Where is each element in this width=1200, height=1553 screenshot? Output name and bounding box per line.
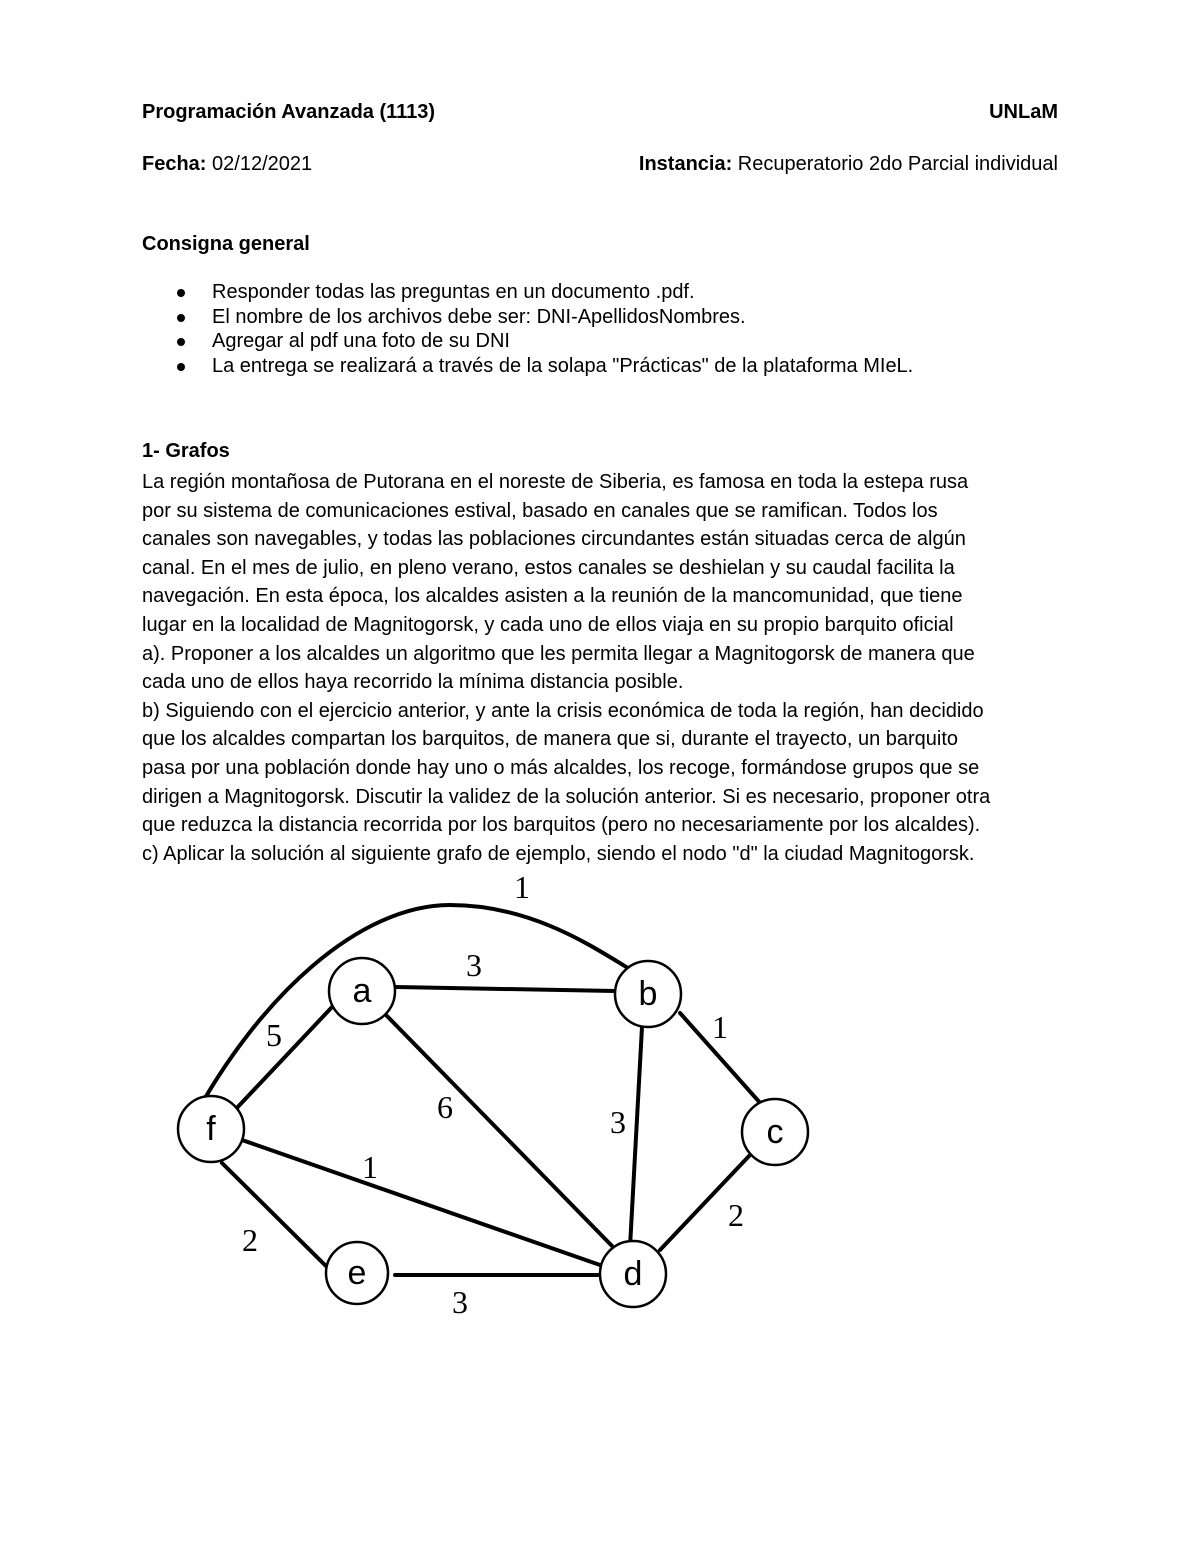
node-b [615,961,681,1027]
date-row [142,152,1058,176]
exercise-line: c) Aplicar la solución al siguiente grafo de ejemplo, siendo el nodo "d" la ciudad Magnitogorsk. [142,842,975,865]
weight-a-d: 6 [437,1089,453,1125]
exercise-line: a). Proponer a los alcaldes un algoritmo que les permita llegar a Magnitogorsk de manera que [142,642,975,665]
exercise-line: canales son navegables, y todas las poblaciones circundantes están situadas cerca de algún [142,528,966,551]
exercise-line: navegación. En esta época, los alcaldes asisten a la reunión de la mancomunidad, que tiene [142,585,963,608]
weight-a-b: 3 [466,947,482,983]
edge-a-d [386,1015,615,1249]
instance-field [639,152,1058,176]
exercise-line: que los alcaldes compartan los barquitos, de manera que si, durante el trayecto, un barquito [142,728,959,751]
exercise-title: 1- Grafos [142,440,230,462]
exercise-line: b) Siguiendo con el ejercicio anterior, y ante la crisis económica de toda la región, han decidido [142,699,984,722]
node-label-f: f [206,1110,216,1148]
node-label-d: d [623,1255,643,1293]
exercise-line: que reduzca la distancia recorrida por los barquitos (pero no necesariamente por los alcaldes). [142,814,981,837]
exercise-line: pasa por una población donde hay uno o más alcaldes, los recoge, formándose grupos que se [142,756,980,779]
general-instructions-list [142,280,913,378]
edge-f-a [234,1006,333,1111]
instruction-item: Agregar al pdf una foto de su DNI [142,329,913,354]
exercise-line: canal. En el mes de julio, en pleno verano, estos canales se deshielan y su caudal facilita la [142,556,955,579]
instance-label: Instancia: [638,153,733,175]
weight-f-d: 1 [362,1149,378,1185]
node-label-b: b [638,975,658,1013]
weight-f-a: 5 [266,1017,282,1053]
edge-f-e [222,1163,330,1270]
weight-c-d: 2 [728,1197,744,1233]
exercise-line: por su sistema de comunicaciones estival, basado en canales que se ramifican. Todos los [142,499,938,522]
node-f [178,1096,244,1162]
course-title: Programación Avanzada (1113) [142,101,436,123]
edge-b-d [630,1027,642,1247]
instance-value: Recuperatorio 2do Parcial individual [732,153,1058,175]
date-label: Fecha: [142,153,207,175]
node-label-a: a [352,972,372,1010]
exercise-line: lugar en la localidad de Magnitogorsk, y cada uno de ellos viaja en su propio barquito oficial [142,613,954,636]
node-e [326,1242,388,1304]
date-value: 02/12/2021 [206,153,313,175]
graph-diagram [150,865,830,1325]
instruction-item: La entrega se realizará a través de la solapa "Prácticas" de la plataforma MIeL. [142,354,913,379]
edge-a-b [396,987,615,991]
institution-name: UNLaM [989,101,1058,123]
weight-b-d: 3 [610,1104,626,1140]
instruction-item: El nombre de los archivos debe ser: DNI-ApellidosNombres. [142,305,913,330]
weight-b-c: 1 [712,1009,728,1045]
node-c [742,1099,808,1165]
exercise-line: cada uno de ellos haya recorrido la mínima distancia posible. [142,671,684,694]
node-a [329,958,395,1024]
node-label-e: e [347,1254,367,1292]
exercise-line: La región montañosa de Putorana en el noreste de Siberia, es famosa en toda la estepa rusa [142,471,969,493]
exercise-line: dirigen a Magnitogorsk. Discutir la validez de la solución anterior. Si es necesario, proponer otra [142,785,991,808]
weight-f-e: 2 [242,1222,258,1258]
header-row [142,100,1058,124]
node-label-c: c [766,1113,784,1151]
edge-f-d [242,1140,600,1265]
general-instructions-title: Consigna general [142,233,310,255]
weight-e-d: 3 [452,1284,468,1320]
node-d [600,1241,666,1307]
instruction-item: Responder todas las preguntas en un documento .pdf. [142,280,913,305]
date-field [142,152,312,176]
weight-f-b: 1 [514,869,530,905]
exercise-body [142,468,1062,868]
